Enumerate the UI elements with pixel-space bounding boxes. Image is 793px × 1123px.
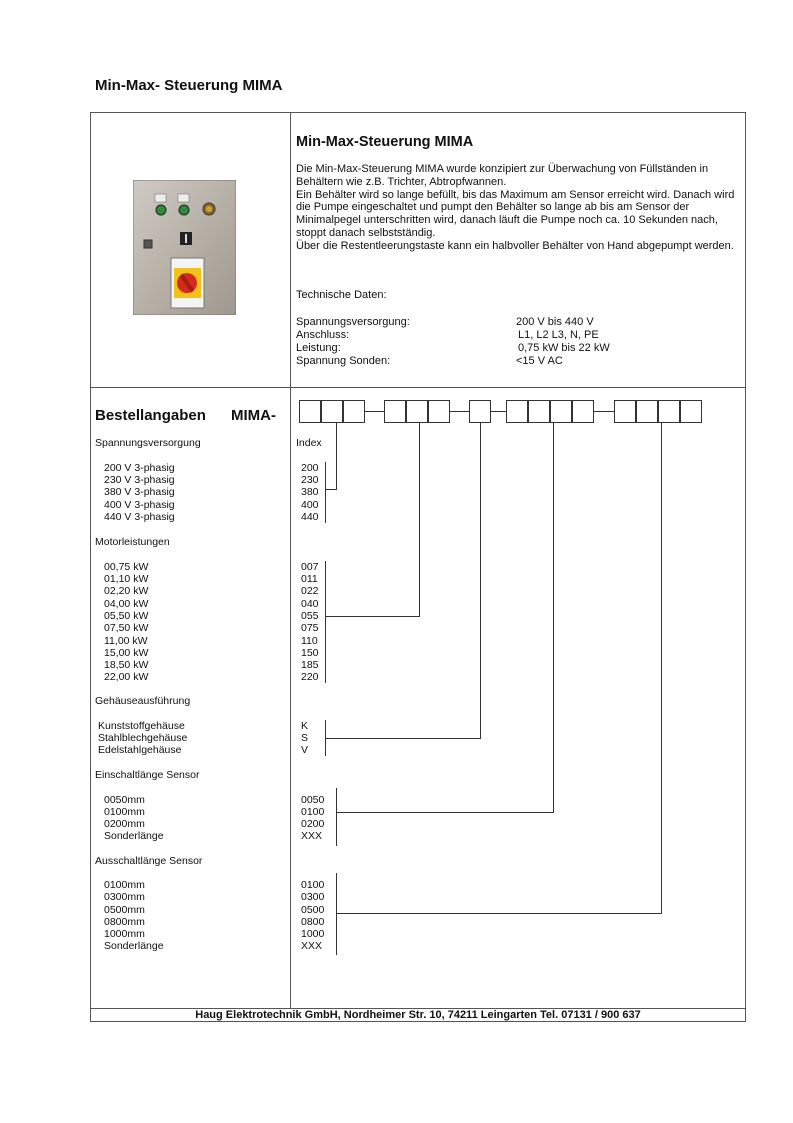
connector-line [325,616,420,617]
section-divider [91,387,745,388]
option-label: 0100mm [104,879,145,891]
option-code: XXX [301,940,323,952]
spec-value: 200 V bis 440 V [516,316,594,328]
code-separator [365,411,384,412]
spec-value: <15 V AC [516,355,563,367]
spec-value: 0,75 kW bis 22 kW [518,342,610,354]
product-title: Min-Max-Steuerung MIMA [296,134,474,150]
column-divider [290,113,291,1009]
connector-line [419,423,420,617]
code-box [321,400,343,423]
option-label: 380 V 3-phasig [104,486,175,498]
option-code: 185 [301,659,319,671]
bracket-line [336,873,337,955]
code-separator [594,411,614,412]
option-code: 075 [301,622,319,634]
order-title: Bestellangaben [95,407,206,424]
option-label: 400 V 3-phasig [104,499,175,511]
option-code: 0050 [301,794,325,806]
section-title: Spannungsversorgung [95,437,201,449]
code-box [428,400,450,423]
option-label: 0300mm [104,891,145,903]
option-label: 11,00 kW [104,635,148,647]
option-label: 02,20 kW [104,585,149,597]
connector-line [661,423,662,914]
option-label: 230 V 3-phasig [104,474,175,486]
connector-line [480,423,481,739]
option-code: K [301,720,309,732]
order-code-prefix: MIMA- [231,407,276,424]
option-label: Kunststoffgehäuse [98,720,185,732]
page-title: Min-Max- Steuerung MIMA [95,77,283,94]
connector-line [325,738,481,739]
option-code: 440 [301,511,319,523]
option-code: 055 [301,610,319,622]
option-label: 01,10 kW [104,573,149,585]
connector-line [553,423,554,813]
bracket-line [336,788,337,846]
bracket-line [325,561,326,683]
option-label: 0100mm [104,806,145,818]
code-box [384,400,406,423]
spec-label: Anschluss: [296,329,350,341]
code-box [343,400,365,423]
control-box-photo [133,180,236,315]
code-box [506,400,528,423]
product-description [296,163,741,253]
option-code: 022 [301,585,319,597]
code-box [658,400,680,423]
option-code: 0800 [301,916,325,928]
description-paragraph: Die Min-Max-Steuerung MIMA wurde konzipiert zur Überwachung von Füllständen in Behältern wie z.B. Trichter, Abtropfwannen. [296,163,709,188]
code-box [614,400,636,423]
connector-line [336,423,337,490]
option-code: 0100 [301,806,325,818]
option-label: 00,75 kW [104,561,149,573]
code-box [550,400,572,423]
option-code: 040 [301,598,319,610]
section-title: Gehäuseausführung [95,695,191,707]
spec-label: Leistung: [296,342,341,354]
option-code: 0500 [301,904,325,916]
option-label: 04,00 kW [104,598,149,610]
option-code: 0200 [301,818,325,830]
option-code: 0300 [301,891,325,903]
bracket-line [325,462,326,523]
spec-label: Spannung Sonden: [296,355,391,367]
option-label: 0500mm [104,904,145,916]
option-code: 1000 [301,928,325,940]
company-footer: Haug Elektrotechnik GmbH, Nordheimer Str. 10, 74211 Leingarten Tel. 07131 / 900 637 [195,1009,641,1021]
tech-data-label: Technische Daten: [296,289,387,301]
section-title: Motorleistungen [95,536,170,548]
option-code: 110 [301,635,318,647]
spec-value: L1, L2 L3, N, PE [518,329,599,341]
option-label: Sonderlänge [104,940,164,952]
spec-label: Spannungsversorgung: [296,316,410,328]
code-separator [450,411,469,412]
option-label: Stahlblechgehäuse [98,732,188,744]
option-code: XXX [301,830,323,842]
code-box [406,400,428,423]
option-label: Sonderlänge [104,830,164,842]
code-box [528,400,550,423]
option-code: 0100 [301,879,325,891]
option-label: 05,50 kW [104,610,149,622]
option-code: V [301,744,309,756]
option-label: 15,00 kW [104,647,149,659]
option-label: Edelstahlgehäuse [98,744,182,756]
option-label: 07,50 kW [104,622,149,634]
code-box [299,400,321,423]
code-box [680,400,702,423]
option-label: 440 V 3-phasig [104,511,175,523]
description-paragraph: Über die Restentleerungstaste kann ein halbvoller Behälter von Hand abgepumpt werden. [296,239,734,252]
option-code: 200 [301,462,319,474]
option-code: 380 [301,486,319,498]
option-code: 230 [301,474,319,486]
description-paragraph: Ein Behälter wird so lange befüllt, bis das Maximum am Sensor erreicht wird. Danach wird die Pumpe eingeschaltet und pumpt den Behälter so lange ab bis am Sensor der Minimalpegel unterschritten wird, danach läuft die Pumpe noch ca. 10 Sekunden nach, stoppt danach selbstständig. [296,188,735,239]
option-code: S [301,732,309,744]
option-label: 18,50 kW [104,659,149,671]
connector-line [336,913,662,914]
option-label: 0050mm [104,794,145,806]
option-code: 400 [301,499,319,511]
option-label: 1000mm [104,928,145,940]
option-label: 0200mm [104,818,145,830]
option-code: 011 [301,573,318,585]
option-label: 200 V 3-phasig [104,462,175,474]
code-box [469,400,491,423]
section-title: Einschaltlänge Sensor [95,769,200,781]
section-title: Ausschaltlänge Sensor [95,855,203,867]
code-separator [491,411,506,412]
code-box [572,400,594,423]
connector-line [336,812,554,813]
code-box [636,400,658,423]
option-label: 22,00 kW [104,671,149,683]
index-label: Index [296,437,322,449]
option-code: 150 [301,647,319,659]
option-code: 007 [301,561,319,573]
option-code: 220 [301,671,319,683]
connector-line [325,489,336,490]
option-label: 0800mm [104,916,145,928]
